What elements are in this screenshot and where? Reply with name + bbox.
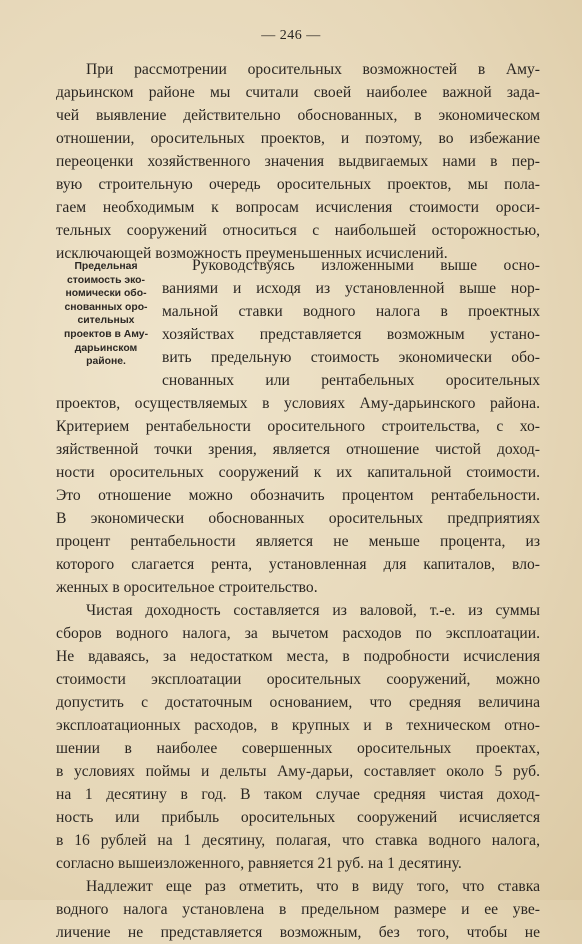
text-line: вую строительную очередь оросительных проектов, мы пола- [56,176,540,193]
text-line: шении в наиболее совершенных оросительных проектах, [56,740,540,757]
text-line: снованных или рентабельных оросительных [162,372,540,389]
text-line: вить предельную стоимость экономически обо- [162,349,540,366]
margin-note-line: проектов в Аму- [63,328,149,340]
text-line: ности оросительных сооружений к их капитальной стоимости. [56,464,540,481]
text-line: Руководствуясь изложенными выше осно- [192,257,540,274]
text-line: водного налога установлена в предельном размере и ее уве- [56,901,540,918]
page-number: — 246 — [261,28,321,43]
text-line: гаем необходимым к вопросам исчисления стоимости ороси- [56,199,540,216]
text-line: хозяйствах представляется возможным устано- [162,326,540,343]
text-line: которого слагается рента, установленная для капиталов, вло- [56,556,540,573]
text-line: переоценки хозяйственного значения выдвигаемых нами в пер- [56,153,540,170]
margin-note-line: Предельная [74,261,138,272]
margin-note-line: сительных [77,315,135,327]
text-line: В экономически обоснованных оросительных предприятиях [56,510,540,527]
text-line: тельных сооружений относиться с наибольшей осторожностью, [56,222,540,239]
text-line: женных в оросительное строительство. [56,579,318,596]
text-line: мальной ставки водного налога в проектных [162,303,540,320]
text-line: на 1 десятину в год. В таком случае средняя чистая доход- [56,786,540,803]
text-line: в 16 рублей на 1 десятину, полагая, что ставка водного налога, [56,832,540,849]
text-line: стоимости эксплоатации оросительных сооружений, можно [56,671,540,688]
paragraph-1 [56,58,540,265]
text-line: процент рентабельности является не меньше процента, из [56,533,540,550]
text-line: сборов водного налога, за вычетом расходов по эксплоатации. [56,625,540,642]
margin-note-line: снованных оро- [64,301,148,313]
text-line: чей выявление действительно обоснованных, в экономическом [56,107,540,124]
text-line: допустить с достаточным основанием, что средняя величина [56,694,540,711]
text-line: Надлежит еще раз отметить, что в виду того, что ставка [86,878,540,895]
text-line: в условиях поймы и дельты Аму-дарьи, составляет около 5 руб. [56,763,540,780]
paragraph-2-wrapped [162,254,540,369]
text-line: ваниями и исходя из установленной выше нор- [162,280,540,297]
text-line: При рассмотрении оросительных возможностей в Аму- [86,61,540,78]
text-line: Не вдаваясь, за недостатком места, в подробности исчисления [56,648,540,665]
margin-note-line: районе. [86,356,126,368]
margin-note [56,260,156,369]
margin-note-line: номически обо- [65,288,147,300]
text-line: согласно вышеизложенного, равняется 21 руб. на 1 десятину. [56,855,462,872]
text-line: Критерием рентабельности оросительного строительства, с хо- [56,418,540,435]
paragraph-2-continued [56,369,540,944]
text-line: личение не представляется возможным, без того, чтобы не [56,924,540,941]
margin-note-line: стоимость эко- [67,274,145,286]
text-line: исключающей возможность преуменьшенных исчислений. [56,245,448,262]
margin-note-line: дарьинском [74,342,138,354]
text-line: эксплоатационных расходов, в крупных и в техническом отно- [56,717,540,734]
text-line: проектов, осуществляемых в условиях Аму-дарьинского района. [56,395,540,412]
text-line: дарьинском районе мы считали своей наиболее важной зада- [56,84,540,101]
text-line: Это отношение можно обозначить процентом рентабельности. [56,487,540,504]
text-line: зяйственной точки зрения, является отношение чистой доход- [56,441,540,458]
text-line: ность или прибыль оросительных сооружений исчисляется [56,809,540,826]
text-line: отношении, оросительных проектов, и поэтому, во избежание [56,130,540,147]
text-line: Чистая доходность составляется из валовой, т.-е. из суммы [86,602,540,619]
